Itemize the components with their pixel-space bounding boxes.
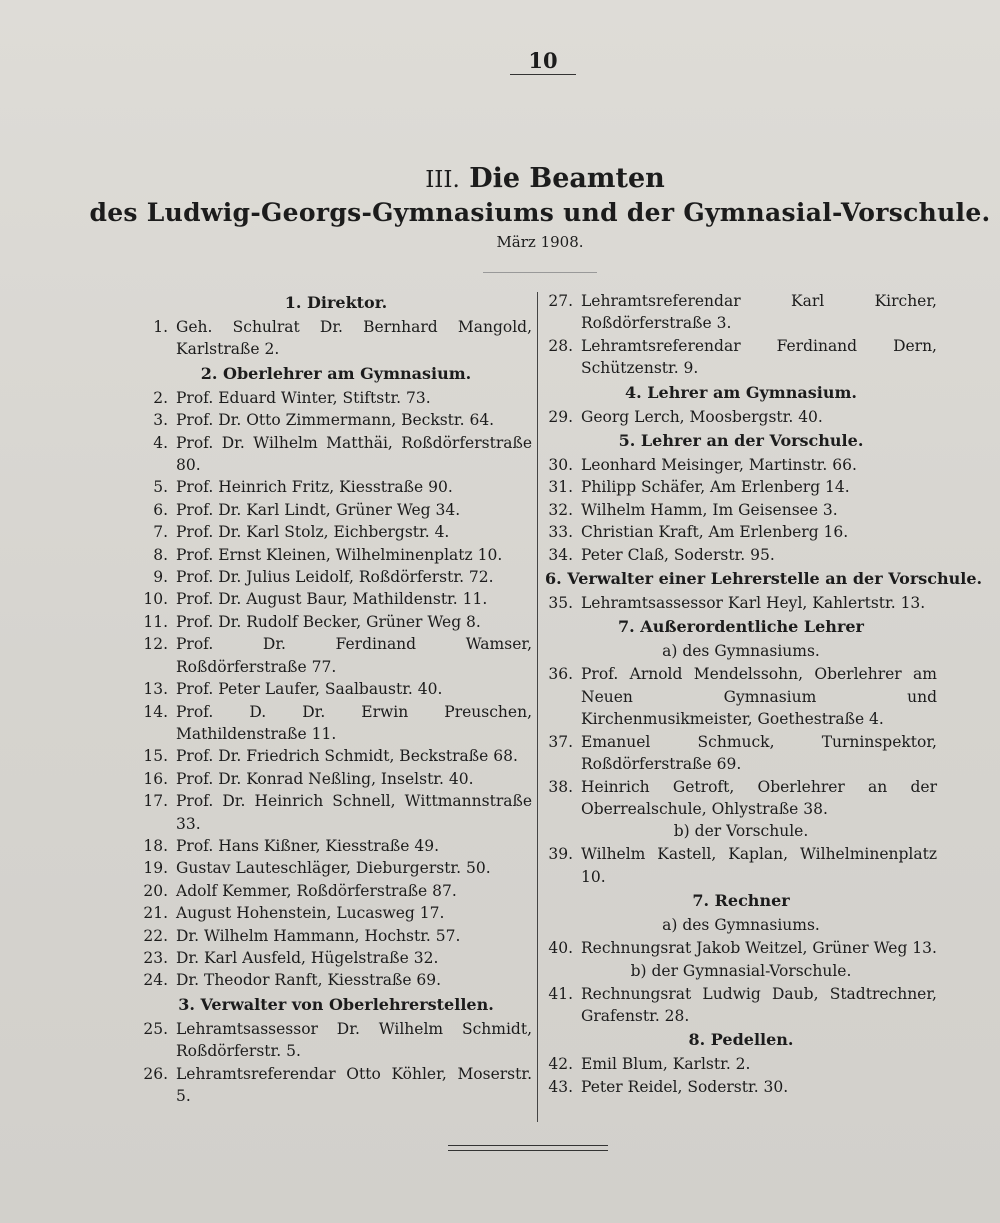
entry-number: 21.	[143, 904, 168, 923]
entry-text: Prof. Dr. Friedrich Schmidt, Beckstraße 68.	[176, 747, 518, 766]
entry-number: 34.	[548, 545, 573, 564]
list-item	[140, 925, 532, 947]
entry-text: Christian Kraft, Am Erlenberg 16.	[581, 523, 849, 542]
list-item	[545, 1053, 937, 1075]
list-item	[140, 1018, 532, 1063]
entry-number: 40.	[548, 939, 573, 958]
entry-number: 15.	[143, 747, 168, 766]
entry-number: 42.	[548, 1055, 573, 1074]
list-item	[545, 544, 937, 566]
section-heading: 7. Rechner	[692, 891, 790, 911]
left-column	[140, 290, 532, 1107]
list-item	[140, 768, 532, 790]
entry-text: Prof. Dr. Heinrich Schnell, Wittmannstraße 33.	[176, 792, 532, 833]
entry-number: 14.	[143, 702, 168, 721]
list-item	[140, 521, 532, 543]
entry-number: 31.	[548, 478, 573, 497]
entry-number: 6.	[153, 500, 168, 519]
entry-text: Prof. D. Dr. Erwin Preuschen, Mathildenstraße 11.	[176, 702, 532, 743]
subsection-heading: b) der Gymnasial-Vorschule.	[630, 961, 852, 980]
list-item	[140, 588, 532, 610]
entry-text: Prof. Peter Laufer, Saalbaustr. 40.	[176, 680, 443, 699]
list-item	[545, 843, 937, 888]
document-date: März 1908.	[496, 233, 584, 251]
entry-number: 11.	[143, 612, 168, 631]
list-item	[140, 611, 532, 633]
entry-text: Prof. Dr. Ferdinand Wamser, Roßdörferstraße 77.	[176, 635, 532, 676]
entry-number: 22.	[143, 926, 168, 945]
entry-number: 1.	[153, 318, 168, 336]
entry-text: Dr. Wilhelm Hammann, Hochstr. 57.	[176, 926, 461, 945]
entry-text: Dr. Karl Ausfeld, Hügelstraße 32.	[176, 948, 439, 967]
list-item	[140, 902, 532, 924]
entry-text: Heinrich Getroft, Oberlehrer an der Oberrealschule, Ohlystraße 38.	[581, 777, 937, 818]
list-item	[140, 969, 532, 991]
entry-number: 35.	[548, 594, 573, 613]
list-item	[140, 701, 532, 746]
list-item	[140, 745, 532, 767]
entry-text: Prof. Dr. Konrad Neßling, Inselstr. 40.	[176, 769, 474, 788]
entry-text: Wilhelm Kastell, Kaplan, Wilhelminenplatz 10.	[581, 845, 937, 886]
entry-number: 10.	[143, 590, 168, 609]
list-item	[140, 409, 532, 431]
entry-text: Prof. Arnold Mendelssohn, Oberlehrer am Neuen Gymnasium und Kirchenmusikmeister, Goethestraße 4.	[581, 665, 937, 729]
list-item	[545, 731, 937, 776]
entry-number: 5.	[153, 478, 168, 497]
entry-text: August Hohenstein, Lucasweg 17.	[176, 904, 445, 923]
entry-number: 9.	[153, 568, 168, 587]
entry-number: 7.	[153, 523, 168, 542]
page-number: 10	[528, 48, 558, 73]
list-item	[140, 633, 532, 678]
entry-number: 17.	[143, 792, 168, 811]
list-item	[545, 454, 937, 476]
title-divider	[483, 272, 597, 273]
list-item	[140, 476, 532, 498]
entry-text: Philipp Schäfer, Am Erlenberg 14.	[581, 478, 850, 497]
entry-number: 37.	[548, 732, 573, 751]
entry-number: 36.	[548, 665, 573, 684]
entry-text: Adolf Kemmer, Roßdörferstraße 87.	[176, 881, 457, 900]
list-item	[140, 947, 532, 969]
entry-text: Prof. Dr. Wilhelm Matthäi, Roßdörferstraße 80.	[176, 433, 532, 475]
title-main: Die Beamten	[469, 163, 665, 194]
entry-number: 19.	[143, 859, 168, 878]
entry-number: 8.	[153, 545, 168, 564]
list-item	[140, 857, 532, 879]
entry-text: Prof. Dr. August Baur, Mathildenstr. 11.	[176, 590, 488, 609]
section-heading: 3. Verwalter von Oberlehrerstellen.	[178, 994, 494, 1014]
entry-text: Emanuel Schmuck, Turninspektor, Roßdörferstraße 69.	[581, 732, 937, 774]
entry-text: Lehramtsreferendar Otto Köhler, Moserstr. 5.	[176, 1064, 532, 1105]
list-item	[140, 499, 532, 521]
entry-text: Wilhelm Hamm, Im Geisensee 3.	[581, 500, 838, 519]
entry-text: Prof. Ernst Kleinen, Wilhelminenplatz 10.	[176, 545, 503, 564]
entry-number: 16.	[143, 769, 168, 788]
entry-number: 38.	[548, 777, 573, 796]
list-item	[140, 880, 532, 902]
section-heading: 8. Pedellen.	[688, 1030, 794, 1050]
list-item	[545, 592, 937, 614]
entry-text: Prof. Dr. Otto Zimmermann, Beckstr. 64.	[176, 411, 495, 430]
entry-text: Lehramtsassessor Dr. Wilhelm Schmidt, Roßdörferstr. 5.	[176, 1019, 532, 1061]
entry-number: 25.	[143, 1019, 168, 1038]
entry-text: Prof. Hans Kißner, Kiesstraße 49.	[176, 836, 440, 855]
entry-text: Emil Blum, Karlstr. 2.	[581, 1055, 751, 1074]
list-item	[140, 1063, 532, 1108]
list-item	[545, 776, 937, 821]
entry-number: 29.	[548, 407, 573, 426]
entry-text: Prof. Dr. Rudolf Becker, Grüner Weg 8.	[176, 612, 481, 631]
entry-number: 33.	[548, 523, 573, 542]
list-item	[545, 499, 937, 521]
entry-number: 27.	[548, 292, 573, 310]
entry-number: 3.	[153, 411, 168, 430]
entry-text: Geh. Schulrat Dr. Bernhard Mangold, Karlstraße 2.	[176, 318, 532, 359]
entry-text: Lehramtsreferendar Ferdinand Dern, Schützenstr. 9.	[581, 336, 937, 378]
entry-number: 39.	[548, 845, 573, 864]
list-item	[140, 432, 532, 477]
list-item	[545, 663, 937, 730]
page-number-rule	[510, 74, 576, 75]
list-item	[545, 290, 937, 335]
entry-number: 20.	[143, 881, 168, 900]
entry-text: Lehramtsreferendar Karl Kircher, Roßdörferstraße 3.	[581, 292, 937, 333]
entry-text: Georg Lerch, Moosbergstr. 40.	[581, 407, 823, 426]
list-item	[140, 566, 532, 588]
list-item	[545, 521, 937, 543]
entry-text: Rechnungsrat Jakob Weitzel, Grüner Weg 13.	[581, 939, 937, 958]
entry-number: 43.	[548, 1077, 573, 1096]
subsection-heading: a) des Gymnasiums.	[662, 916, 820, 935]
entry-number: 26.	[143, 1064, 168, 1083]
section-heading: 6. Verwalter einer Lehrerstelle an der Vorschule.	[545, 569, 983, 589]
subsection-heading: b) der Vorschule.	[673, 822, 809, 841]
entry-text: Dr. Theodor Ranft, Kiesstraße 69.	[176, 971, 442, 990]
list-item	[545, 335, 937, 380]
list-item	[140, 544, 532, 566]
list-item	[140, 387, 532, 409]
entry-text: Leonhard Meisinger, Martinstr. 66.	[581, 456, 857, 475]
list-item	[140, 790, 532, 835]
entry-text: Prof. Heinrich Fritz, Kiesstraße 90.	[176, 478, 453, 497]
entry-text: Peter Reidel, Soderstr. 30.	[581, 1077, 789, 1096]
bottom-rule-top	[448, 1145, 608, 1146]
entry-text: Prof. Dr. Julius Leidolf, Roßdörferstr. 72.	[176, 568, 494, 587]
entry-text: Gustav Lauteschläger, Dieburgerstr. 50.	[176, 859, 491, 878]
entry-number: 13.	[143, 680, 168, 699]
bottom-rule-bottom	[448, 1150, 608, 1151]
section-heading: 1. Direktor.	[284, 293, 388, 312]
section-heading: 5. Lehrer an der Vorschule.	[618, 431, 864, 451]
column-divider	[537, 292, 538, 1122]
title-roman-numeral: III.	[425, 167, 460, 193]
entry-number: 18.	[143, 836, 168, 855]
list-item	[140, 678, 532, 700]
page-title	[0, 163, 1000, 194]
entry-number: 41.	[548, 984, 573, 1003]
entry-text: Prof. Dr. Karl Stolz, Eichbergstr. 4.	[176, 523, 450, 542]
entry-number: 2.	[153, 388, 168, 407]
entry-number: 23.	[143, 948, 168, 967]
entry-number: 4.	[153, 433, 168, 452]
section-heading: 4. Lehrer am Gymnasium.	[625, 382, 857, 402]
page-subtitle: des Ludwig-Georgs-Gymnasiums und der Gymnasial-Vorschule.	[89, 198, 991, 227]
section-heading: 2. Oberlehrer am Gymnasium.	[200, 363, 472, 383]
right-column	[545, 290, 983, 1098]
list-item	[545, 476, 937, 498]
entry-text: Peter Claß, Soderstr. 95.	[581, 545, 775, 564]
entry-number: 24.	[143, 971, 168, 990]
list-item	[545, 983, 937, 1028]
entry-text: Prof. Dr. Karl Lindt, Grüner Weg 34.	[176, 500, 461, 519]
list-item	[140, 316, 532, 361]
list-item	[545, 937, 937, 959]
list-item	[545, 1076, 937, 1098]
entry-number: 28.	[548, 336, 573, 355]
entry-text: Prof. Eduard Winter, Stiftstr. 73.	[176, 388, 431, 407]
entry-number: 30.	[548, 456, 573, 475]
list-item	[545, 406, 937, 428]
entry-number: 32.	[548, 500, 573, 519]
entry-text: Rechnungsrat Ludwig Daub, Stadtrechner, Grafenstr. 28.	[581, 984, 937, 1025]
subsection-heading: a) des Gymnasiums.	[662, 642, 820, 661]
list-item	[140, 835, 532, 857]
section-heading: 7. Außerordentliche Lehrer	[618, 617, 864, 637]
entry-text: Lehramtsassessor Karl Heyl, Kahlertstr. 13.	[581, 594, 926, 613]
entry-number: 12.	[143, 635, 168, 654]
